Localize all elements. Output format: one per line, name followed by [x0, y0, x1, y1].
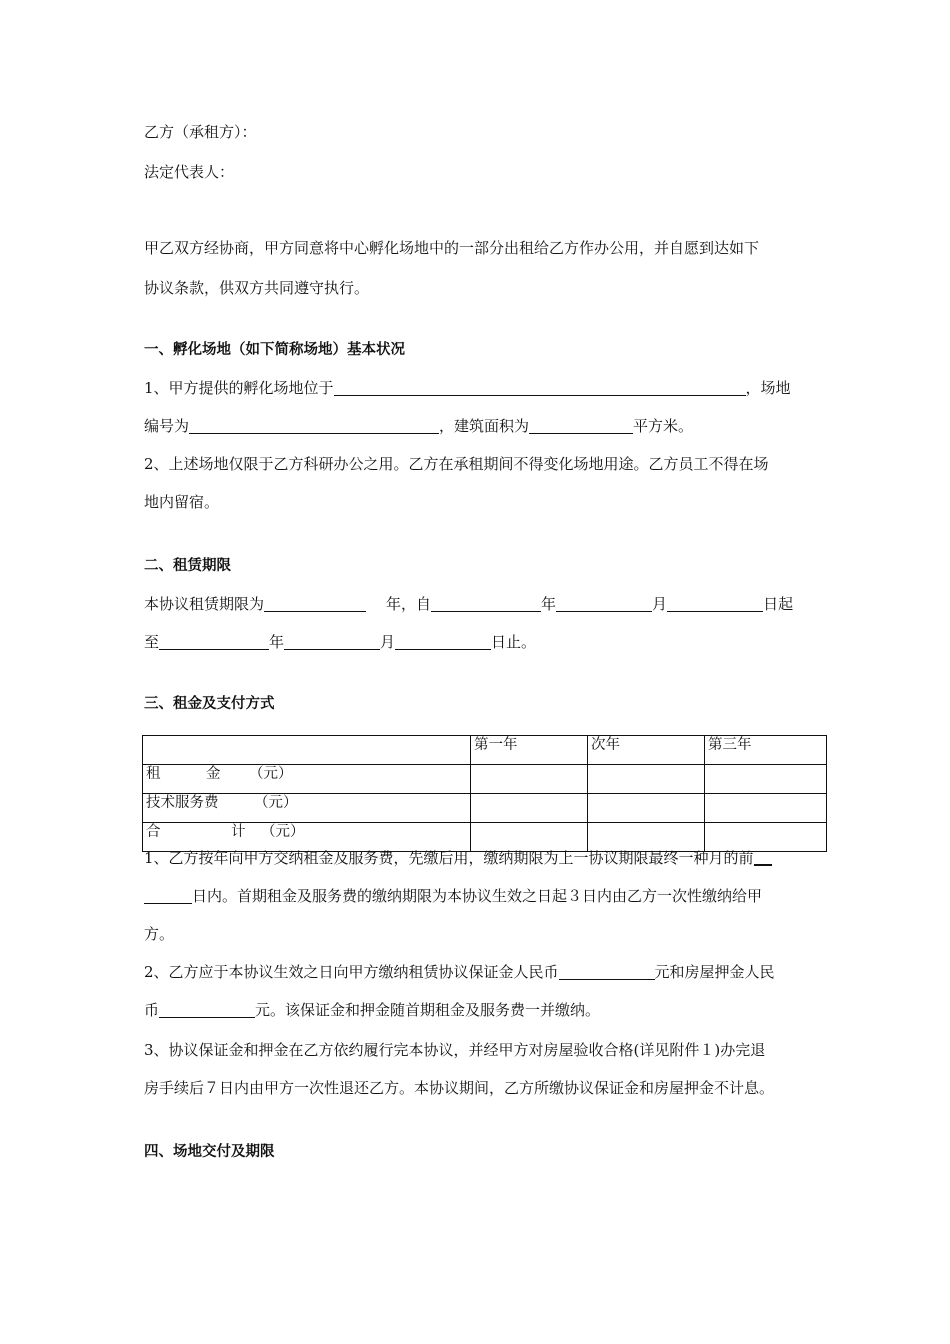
section-1-title: 一、孵化场地（如下简称场地）基本状况: [144, 342, 405, 358]
party-b-label: 乙方（承租方）：: [144, 123, 257, 141]
term-text: 月: [652, 595, 668, 613]
row-unit: （元）: [254, 795, 298, 811]
clause-3-1-line-2: [144, 886, 762, 906]
table-cell: [588, 765, 705, 794]
row-label-rent: [143, 765, 471, 794]
rent-table: [142, 735, 827, 852]
intro-line-1: 甲乙双方经协商，甲方同意将中心孵化场地中的一部分出租给乙方作办公用，并自愿到达如下: [144, 239, 760, 257]
table-header-cell: 第三年: [705, 736, 827, 765]
table-header-cell: 第一年: [471, 736, 588, 765]
start-day-blank: [667, 595, 763, 612]
row-unit: （元）: [249, 766, 293, 782]
row-label-part: 合: [146, 824, 161, 840]
row-label-service-fee: [143, 794, 471, 823]
clause-1-1-line-2: [144, 416, 693, 436]
end-day-blank: [395, 633, 491, 650]
clause-text: 平方米。: [633, 417, 694, 435]
clause-1-2-line-1: 2、上述场地仅限于乙方科研办公之用。乙方在承租期间不得变化场地用途。乙方员工不得在场: [144, 455, 769, 473]
clause-text: 2、乙方应于本协议生效之日向甲方缴纳租赁协议保证金人民币: [144, 963, 559, 981]
table-header-cell: 次年: [588, 736, 705, 765]
clause-text: 1、乙方按年向甲方交纳租金及服务费，先缴后用，缴纳期限为上一协议期限最终一种月的前: [144, 849, 754, 867]
term-text: 日止。: [491, 633, 537, 651]
clause-3-2-line-1: [144, 962, 775, 982]
term-text: 月: [380, 633, 396, 651]
term-text: 年: [541, 595, 557, 613]
clause-3-3-line-2: 房手续后７日内由甲方一次性退还乙方。本协议期间，乙方所缴协议保证金和房屋押金不计息。: [144, 1079, 775, 1097]
term-text: 年: [269, 633, 285, 651]
table-cell: [471, 765, 588, 794]
location-blank: [334, 379, 746, 396]
table-cell: [588, 794, 705, 823]
row-unit: （元）: [261, 824, 305, 840]
row-label-part: 租: [146, 766, 161, 782]
clause-3-1-line-3: 方。: [144, 925, 175, 943]
clause-text: 日内。首期租金及服务费的缴纳期限为本协议生效之日起３日内由乙方一次性缴纳给甲: [192, 887, 763, 905]
row-label-part: 金: [206, 766, 221, 782]
end-year-blank: [159, 633, 269, 650]
start-month-blank: [556, 595, 652, 612]
term-text: 年，自: [386, 595, 432, 613]
end-month-blank: [284, 633, 380, 650]
intro-line-2: 协议条款，供双方共同遵守执行。: [144, 279, 370, 297]
term-text: 日起: [763, 595, 794, 613]
section-4-title: 四、场地交付及期限: [144, 1144, 275, 1160]
table-cell: [705, 794, 827, 823]
table-cell: [705, 765, 827, 794]
table-row: [143, 765, 827, 794]
term-line-1: [144, 594, 793, 614]
clause-1-1-line-1: [144, 378, 791, 398]
clause-text: ，建筑面积为: [439, 417, 530, 435]
start-year-blank: [431, 595, 541, 612]
area-blank: [529, 417, 633, 434]
days-blank-start: [754, 848, 772, 866]
days-blank: [144, 887, 192, 904]
clause-text: 1、甲方提供的孵化场地位于: [144, 379, 334, 397]
clause-3-2-line-2: [144, 1000, 600, 1020]
clause-text: 元和房屋押金人民: [654, 963, 775, 981]
house-deposit-blank: [159, 1001, 255, 1018]
deposit-amount-blank: [559, 963, 655, 980]
clause-text: ，场地: [745, 379, 791, 397]
row-label-part: 技术服务费: [146, 795, 219, 811]
table-row: [143, 794, 827, 823]
table-cell: [471, 794, 588, 823]
clause-text: 元。该保证金和押金随首期租金及服务费一并缴纳。: [255, 1001, 601, 1019]
term-line-2: [144, 632, 536, 652]
table-header-cell: [143, 736, 471, 765]
section-3-title: 三、租金及支付方式: [144, 696, 275, 712]
clause-3-1-line-1: [144, 848, 772, 868]
term-years-blank: [264, 595, 366, 612]
term-text: 至: [144, 633, 160, 651]
table-header-row: [143, 736, 827, 765]
clause-text: 币: [144, 1001, 160, 1019]
row-label-part: 计: [231, 824, 246, 840]
clause-1-2-line-2: 地内留宿。: [144, 493, 220, 511]
legal-rep-label: 法定代表人：: [144, 163, 235, 181]
site-number-blank: [189, 417, 439, 434]
clause-3-3-line-1: 3、协议保证金和押金在乙方依约履行完本协议，并经甲方对房屋验收合格(详见附件１)办完退: [144, 1041, 766, 1059]
term-text: 本协议租赁期限为: [144, 595, 265, 613]
section-2-title: 二、租赁期限: [144, 558, 231, 574]
clause-text: 编号为: [144, 417, 190, 435]
